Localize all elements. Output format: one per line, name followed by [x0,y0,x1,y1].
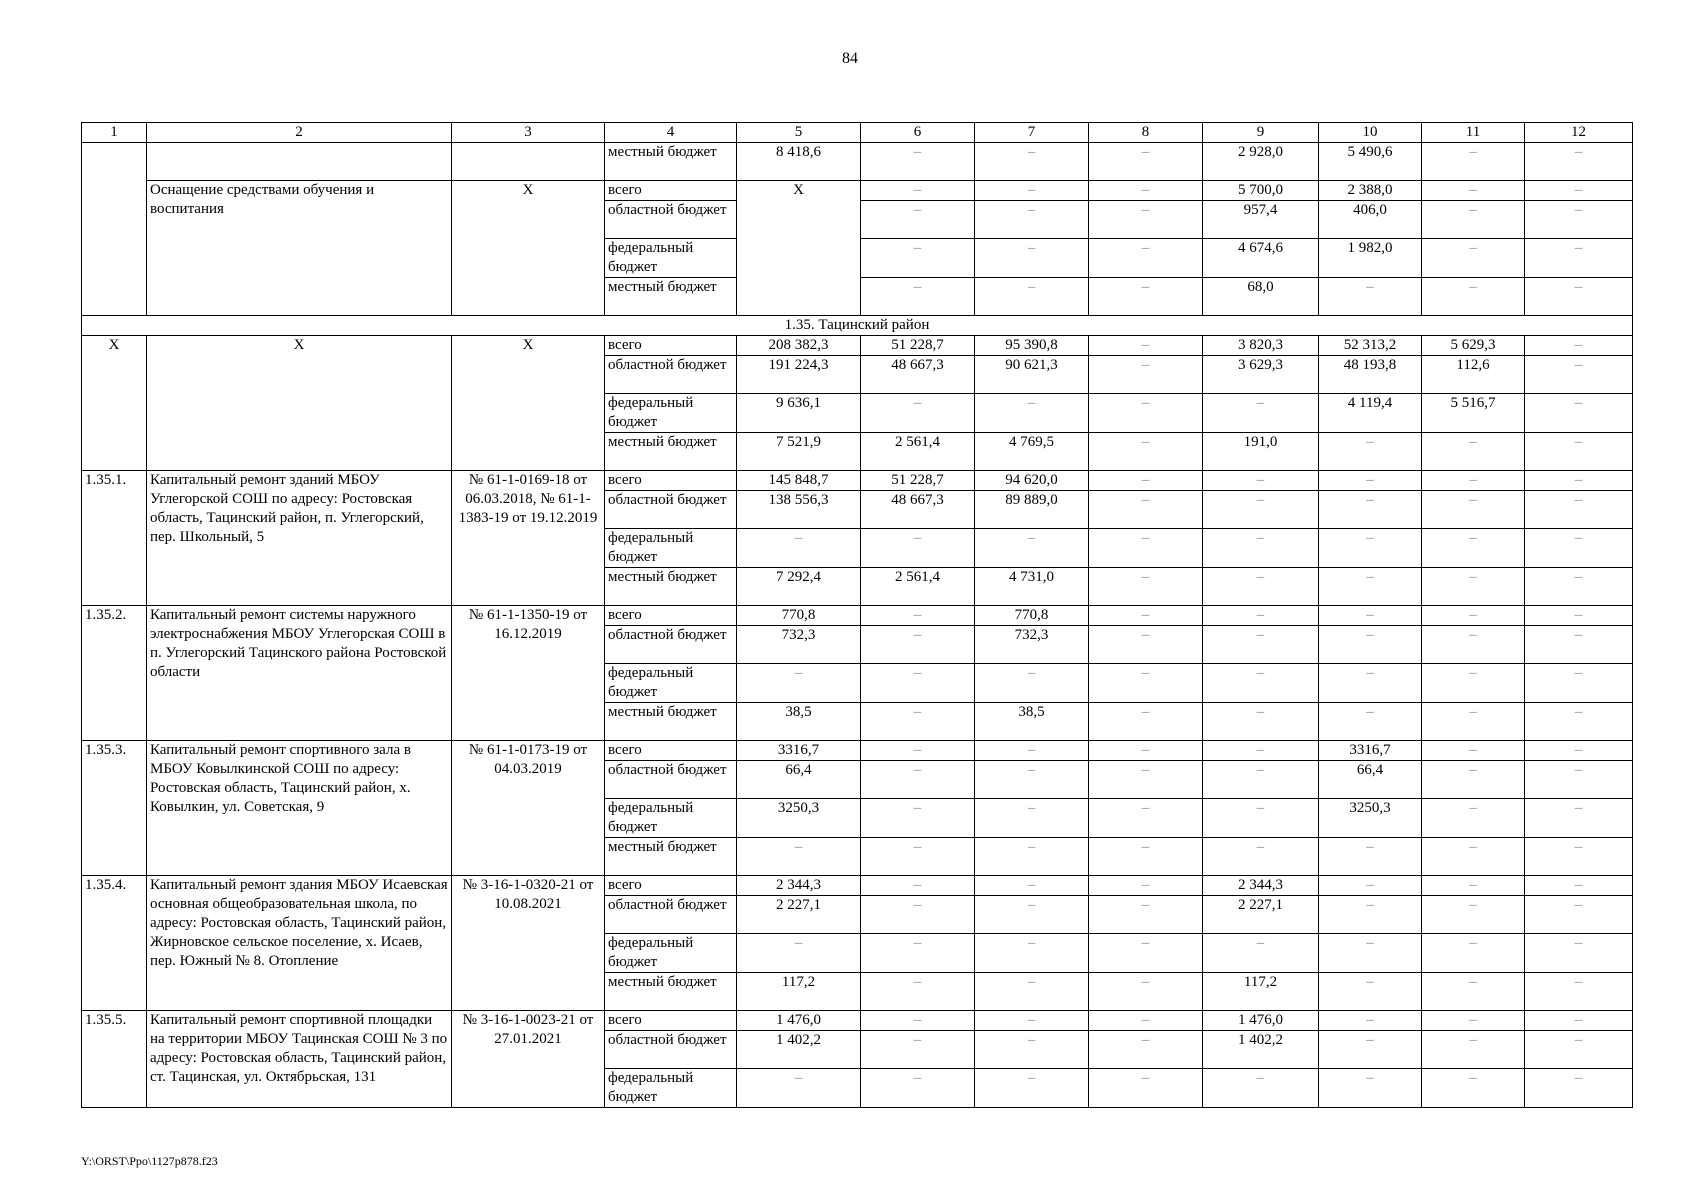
column-number: 10 [1319,123,1422,143]
value-col-9: – [1203,568,1319,606]
funding-type: областной бюджет [605,761,737,799]
value-col-10: 66,4 [1319,761,1422,799]
value-col-11: – [1422,606,1525,626]
file-path-footer: Y:\ORST\Ppo\1127p878.f23 [81,1154,218,1168]
value-col-12: – [1525,394,1633,433]
value-col-9: – [1203,626,1319,664]
value-col-9: – [1203,664,1319,703]
value-col-7: 89 889,0 [975,491,1089,529]
value-col-8: – [1089,799,1203,838]
document-ref: № 61-1-0169-18 от 06.03.2018, № 61-1-1383-19 от 19.12.2019 [452,471,605,606]
value-col-11: – [1422,529,1525,568]
value-col-6: – [861,703,975,741]
value-col-11: – [1422,568,1525,606]
value-col-12: – [1525,799,1633,838]
value-col-9: 5 700,0 [1203,181,1319,201]
value-col-10: – [1319,491,1422,529]
value-col-11: – [1422,181,1525,201]
row-number: 1.35.2. [82,606,147,741]
value-col-6: 51 228,7 [861,336,975,356]
value-col-6: – [861,606,975,626]
object-name: Капитальный ремонт системы наружного электроснабжения МБОУ Углегорская СОШ в п. Углегорский Тацинского района Ростовской области [147,606,452,741]
value-col-12: – [1525,201,1633,239]
budget-table [81,122,1633,1108]
value-col-12: – [1525,471,1633,491]
value-col-6: – [861,239,975,278]
funding-type: всего [605,1011,737,1031]
value-col-7: – [975,1031,1089,1069]
value-col-9: 191,0 [1203,433,1319,471]
value-col-8: – [1089,529,1203,568]
funding-type: областной бюджет [605,356,737,394]
value-col-5: 117,2 [737,973,861,1011]
value-col-9: 4 674,6 [1203,239,1319,278]
value-col-10: 406,0 [1319,201,1422,239]
value-col-11: – [1422,433,1525,471]
funding-type: областной бюджет [605,491,737,529]
value-col-10: – [1319,433,1422,471]
funding-type: местный бюджет [605,838,737,876]
value-col-6: – [861,896,975,934]
value-col-7: 4 769,5 [975,433,1089,471]
value-col-7: – [975,761,1089,799]
value-col-10: – [1319,876,1422,896]
value-col-7: – [975,1011,1089,1031]
document-ref: № 3-16-1-0320-21 от 10.08.2021 [452,876,605,1011]
table-row [82,143,1633,181]
document-ref: № 3-16-1-0023-21 от 27.01.2021 [452,1011,605,1108]
value-col-5: 9 636,1 [737,394,861,433]
value-col-8: – [1089,201,1203,239]
value-col-9: – [1203,761,1319,799]
value-col-12: – [1525,336,1633,356]
value-col-10: 5 490,6 [1319,143,1422,181]
value-col-12: – [1525,741,1633,761]
value-col-8: – [1089,1031,1203,1069]
value-col-7: 4 731,0 [975,568,1089,606]
funding-type: областной бюджет [605,626,737,664]
value-col-5: Х [737,181,861,316]
value-col-7: 38,5 [975,703,1089,741]
column-number: 4 [605,123,737,143]
value-col-11: – [1422,491,1525,529]
value-col-8: – [1089,896,1203,934]
funding-type: местный бюджет [605,278,737,316]
value-col-7: – [975,896,1089,934]
value-col-8: – [1089,664,1203,703]
value-col-8: – [1089,336,1203,356]
funding-type: местный бюджет [605,143,737,181]
value-col-12: – [1525,143,1633,181]
funding-type: всего [605,336,737,356]
table-row [82,741,1633,761]
value-col-11: 112,6 [1422,356,1525,394]
value-col-6: – [861,973,975,1011]
value-col-7: – [975,799,1089,838]
value-col-8: – [1089,761,1203,799]
funding-type: федеральный бюджет [605,799,737,838]
value-col-6: – [861,741,975,761]
value-col-9: – [1203,799,1319,838]
value-col-10: – [1319,529,1422,568]
value-col-8: – [1089,703,1203,741]
value-col-5: 732,3 [737,626,861,664]
value-col-5: – [737,838,861,876]
value-col-6: – [861,934,975,973]
page-number: 84 [842,50,858,67]
value-col-9: 117,2 [1203,973,1319,1011]
funding-type: областной бюджет [605,1031,737,1069]
table-row [82,181,1633,201]
value-col-8: – [1089,973,1203,1011]
row-number: 1.35.4. [82,876,147,1011]
value-col-10: – [1319,896,1422,934]
value-col-11: – [1422,1069,1525,1108]
value-col-10: – [1319,471,1422,491]
value-col-11: – [1422,1011,1525,1031]
value-col-9: 3 629,3 [1203,356,1319,394]
value-col-11: – [1422,239,1525,278]
value-col-10: – [1319,703,1422,741]
row-number: 1.35.3. [82,741,147,876]
column-number-row [82,123,1633,143]
value-col-7: – [975,1069,1089,1108]
column-number: 9 [1203,123,1319,143]
value-col-12: – [1525,896,1633,934]
value-col-9: – [1203,606,1319,626]
value-col-6: – [861,201,975,239]
funding-type: местный бюджет [605,703,737,741]
value-col-8: – [1089,568,1203,606]
value-col-5: 1 402,2 [737,1031,861,1069]
value-col-6: – [861,799,975,838]
value-col-11: – [1422,664,1525,703]
value-col-10: 2 388,0 [1319,181,1422,201]
value-col-12: – [1525,1069,1633,1108]
funding-type: федеральный бюджет [605,1069,737,1108]
empty-cell [147,143,452,181]
value-col-11: – [1422,741,1525,761]
value-col-10: – [1319,568,1422,606]
value-col-11: – [1422,1031,1525,1069]
value-col-12: – [1525,626,1633,664]
value-col-9: – [1203,471,1319,491]
value-col-7: 770,8 [975,606,1089,626]
object-name: Капитальный ремонт спортивной площадки на территории МБОУ Тацинская СОШ № 3 по адресу: Ростовская область, Тацинский район, ст. Тацинская, ул. Октябрьская, 131 [147,1011,452,1108]
value-col-6: – [861,1031,975,1069]
value-col-11: – [1422,143,1525,181]
value-col-6: 2 561,4 [861,433,975,471]
value-col-5: 38,5 [737,703,861,741]
value-col-5: 3250,3 [737,799,861,838]
value-col-12: – [1525,278,1633,316]
value-col-7: – [975,741,1089,761]
object-name: Капитальный ремонт здания МБОУ Исаевская основная общеобразовательная школа, по адресу: Ростовская область, Тацинский район, Жирновское сельское поселение, х. Исаев, пер. Южный № 8. Отопление [147,876,452,1011]
value-col-12: – [1525,934,1633,973]
value-col-11: – [1422,934,1525,973]
value-col-8: – [1089,1069,1203,1108]
value-col-6: – [861,143,975,181]
value-col-11: – [1422,278,1525,316]
value-col-7: – [975,876,1089,896]
empty-cell [452,143,605,181]
value-col-7: – [975,181,1089,201]
value-col-5: 66,4 [737,761,861,799]
value-col-5: 7 292,4 [737,568,861,606]
value-col-6: 2 561,4 [861,568,975,606]
column-number: 7 [975,123,1089,143]
value-col-10: – [1319,664,1422,703]
value-col-8: – [1089,278,1203,316]
value-col-7: 95 390,8 [975,336,1089,356]
column-number: 6 [861,123,975,143]
value-col-10: – [1319,278,1422,316]
value-col-5: 2 344,3 [737,876,861,896]
value-col-6: – [861,626,975,664]
funding-type: всего [605,876,737,896]
value-col-10: – [1319,973,1422,1011]
value-col-8: – [1089,394,1203,433]
value-col-9: – [1203,703,1319,741]
value-col-5: 3316,7 [737,741,861,761]
empty-cell [82,143,147,316]
budget-table-wrapper [81,122,1633,1108]
value-col-7: 732,3 [975,626,1089,664]
value-col-5: 145 848,7 [737,471,861,491]
document-ref: Х [452,181,605,316]
value-col-9: – [1203,394,1319,433]
object-name: Капитальный ремонт спортивного зала в МБОУ Ковылкинской СОШ по адресу: Ростовская область, Тацинский район, х. Ковылкин, ул. Советская, 9 [147,741,452,876]
row-number: Х [82,336,147,471]
value-col-10: – [1319,1011,1422,1031]
value-col-9: 2 928,0 [1203,143,1319,181]
document-ref: № 61-1-1350-19 от 16.12.2019 [452,606,605,741]
value-col-12: – [1525,761,1633,799]
value-col-12: – [1525,491,1633,529]
value-col-12: – [1525,664,1633,703]
funding-type: местный бюджет [605,568,737,606]
value-col-12: – [1525,356,1633,394]
funding-type: всего [605,181,737,201]
value-col-9: – [1203,741,1319,761]
value-col-12: – [1525,239,1633,278]
value-col-8: – [1089,181,1203,201]
table-row [82,1011,1633,1031]
funding-type: федеральный бюджет [605,394,737,433]
value-col-9: 1 476,0 [1203,1011,1319,1031]
value-col-10: – [1319,934,1422,973]
value-col-11: – [1422,471,1525,491]
value-col-5: 138 556,3 [737,491,861,529]
value-col-9: 2 227,1 [1203,896,1319,934]
value-col-6: – [861,1011,975,1031]
value-col-12: – [1525,433,1633,471]
column-number: 12 [1525,123,1633,143]
value-col-12: – [1525,606,1633,626]
value-col-10: – [1319,1069,1422,1108]
value-col-5: 1 476,0 [737,1011,861,1031]
value-col-7: 94 620,0 [975,471,1089,491]
value-col-11: 5 629,3 [1422,336,1525,356]
column-number: 11 [1422,123,1525,143]
object-name: Оснащение средствами обучения и воспитания [147,181,452,316]
value-col-7: – [975,201,1089,239]
document-ref: № 61-1-0173-19 от 04.03.2019 [452,741,605,876]
table-row [82,606,1633,626]
funding-type: местный бюджет [605,433,737,471]
value-col-7: – [975,278,1089,316]
value-col-8: – [1089,934,1203,973]
value-col-8: – [1089,741,1203,761]
value-col-6: – [861,664,975,703]
value-col-10: – [1319,838,1422,876]
value-col-5: 191 224,3 [737,356,861,394]
value-col-6: – [861,529,975,568]
row-number: 1.35.5. [82,1011,147,1108]
value-col-7: – [975,934,1089,973]
value-col-8: – [1089,606,1203,626]
value-col-8: – [1089,143,1203,181]
value-col-9: – [1203,529,1319,568]
value-col-5: 208 382,3 [737,336,861,356]
value-col-12: – [1525,876,1633,896]
value-col-9: 2 344,3 [1203,876,1319,896]
value-col-5: 8 418,6 [737,143,861,181]
value-col-5: – [737,934,861,973]
value-col-7: – [975,394,1089,433]
value-col-7: – [975,973,1089,1011]
value-col-6: – [861,181,975,201]
value-col-10: – [1319,1031,1422,1069]
column-number: 3 [452,123,605,143]
value-col-7: 90 621,3 [975,356,1089,394]
value-col-12: – [1525,703,1633,741]
value-col-7: – [975,838,1089,876]
column-number: 2 [147,123,452,143]
value-col-5: 2 227,1 [737,896,861,934]
value-col-11: – [1422,201,1525,239]
value-col-12: – [1525,181,1633,201]
value-col-9: 68,0 [1203,278,1319,316]
value-col-10: 52 313,2 [1319,336,1422,356]
value-col-12: – [1525,1031,1633,1069]
value-col-9: – [1203,934,1319,973]
value-col-5: – [737,664,861,703]
value-col-6: 48 667,3 [861,356,975,394]
value-col-11: – [1422,876,1525,896]
funding-type: областной бюджет [605,201,737,239]
value-col-9: 957,4 [1203,201,1319,239]
value-col-11: – [1422,761,1525,799]
value-col-8: – [1089,626,1203,664]
value-col-9: – [1203,838,1319,876]
value-col-10: 3250,3 [1319,799,1422,838]
table-row [82,876,1633,896]
value-col-8: – [1089,491,1203,529]
object-name: Капитальный ремонт зданий МБОУ Углегорской СОШ по адресу: Ростовская область, Тацинский район, п. Углегорский, пер. Школьный, 5 [147,471,452,606]
value-col-8: – [1089,1011,1203,1031]
value-col-10: 4 119,4 [1319,394,1422,433]
value-col-8: – [1089,239,1203,278]
funding-type: федеральный бюджет [605,664,737,703]
column-number: 8 [1089,123,1203,143]
value-col-11: – [1422,703,1525,741]
section-title: 1.35. Тацинский район [82,316,1633,336]
section-title-row [82,316,1633,336]
table-row [82,336,1633,356]
value-col-6: 48 667,3 [861,491,975,529]
value-col-8: – [1089,356,1203,394]
value-col-11: – [1422,896,1525,934]
value-col-9: – [1203,1069,1319,1108]
value-col-12: – [1525,838,1633,876]
value-col-8: – [1089,471,1203,491]
value-col-10: 1 982,0 [1319,239,1422,278]
value-col-6: – [861,1069,975,1108]
value-col-6: – [861,838,975,876]
value-col-5: – [737,529,861,568]
table-row [82,471,1633,491]
value-col-5: – [737,1069,861,1108]
value-col-6: – [861,394,975,433]
value-col-10: – [1319,626,1422,664]
value-col-11: – [1422,799,1525,838]
value-col-7: – [975,239,1089,278]
value-col-6: 51 228,7 [861,471,975,491]
funding-type: всего [605,606,737,626]
object-name: Х [147,336,452,471]
document-ref: Х [452,336,605,471]
column-number: 5 [737,123,861,143]
value-col-10: 3316,7 [1319,741,1422,761]
value-col-11: – [1422,973,1525,1011]
value-col-12: – [1525,529,1633,568]
value-col-9: 3 820,3 [1203,336,1319,356]
value-col-12: – [1525,1011,1633,1031]
value-col-10: 48 193,8 [1319,356,1422,394]
funding-type: всего [605,471,737,491]
value-col-8: – [1089,433,1203,471]
value-col-6: – [861,876,975,896]
value-col-5: 7 521,9 [737,433,861,471]
value-col-7: – [975,143,1089,181]
value-col-9: 1 402,2 [1203,1031,1319,1069]
value-col-7: – [975,664,1089,703]
funding-type: федеральный бюджет [605,239,737,278]
funding-type: местный бюджет [605,973,737,1011]
value-col-12: – [1525,973,1633,1011]
value-col-10: – [1319,606,1422,626]
value-col-7: – [975,529,1089,568]
value-col-8: – [1089,838,1203,876]
value-col-6: – [861,278,975,316]
funding-type: всего [605,741,737,761]
funding-type: федеральный бюджет [605,529,737,568]
funding-type: федеральный бюджет [605,934,737,973]
row-number: 1.35.1. [82,471,147,606]
value-col-9: – [1203,491,1319,529]
column-number: 1 [82,123,147,143]
value-col-8: – [1089,876,1203,896]
funding-type: областной бюджет [605,896,737,934]
value-col-5: 770,8 [737,606,861,626]
value-col-11: – [1422,838,1525,876]
value-col-11: 5 516,7 [1422,394,1525,433]
value-col-12: – [1525,568,1633,606]
value-col-11: – [1422,626,1525,664]
value-col-6: – [861,761,975,799]
